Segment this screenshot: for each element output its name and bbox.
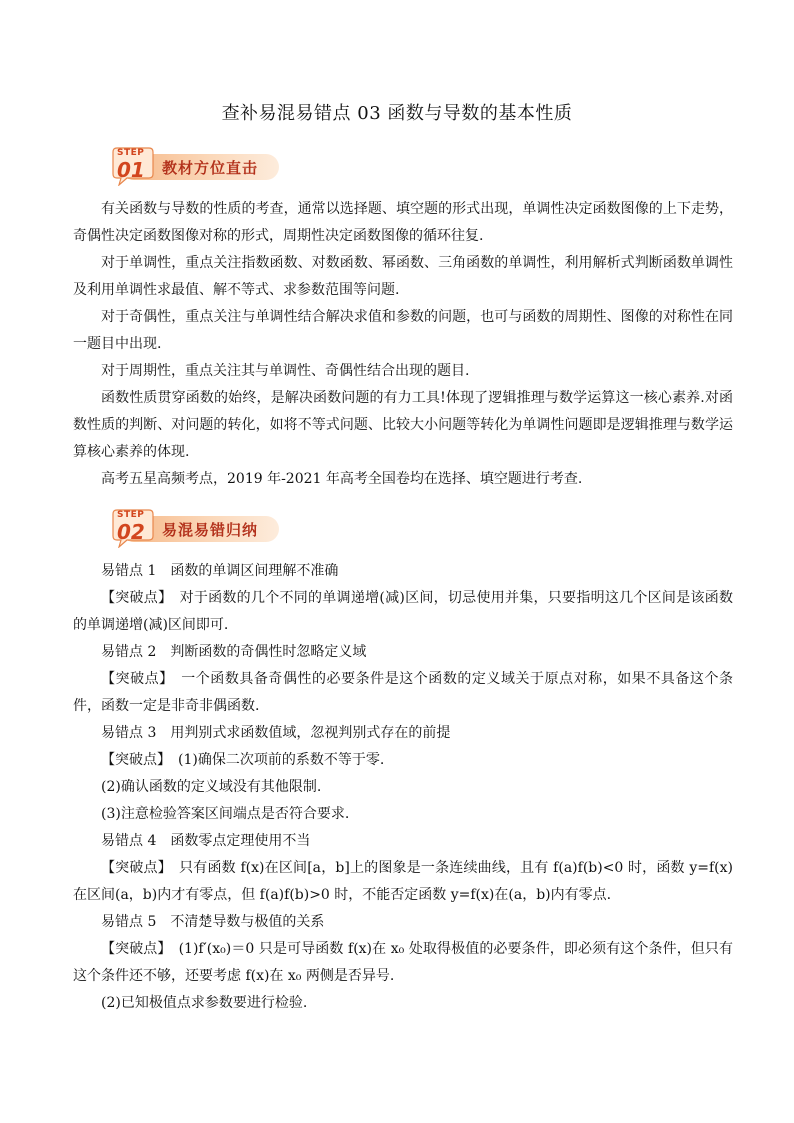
paragraph-2: 对于单调性，重点关注指数函数、对数函数、幂函数、三角函数的单调性，利用解析式判断函数单调性及利用单调性求最值、解不等式、求参数范围等问题. xyxy=(73,255,733,298)
error-3-title: 易错点 3 用判别式求函数值域，忽视判别式存在的前提 xyxy=(101,725,451,741)
error-1-text: 【突破点】 对于函数的几个不同的单调递增(减)区间，切忌使用并集，只要指明这几个区间是该函数的单调递增(减)区间即可. xyxy=(73,590,733,633)
error-1-title: 易错点 1 函数的单调区间理解不准确 xyxy=(101,563,339,579)
step-word: STEP xyxy=(117,510,145,520)
error-2-text: 【突破点】 一个函数具备奇偶性的必要条件是这个函数的定义域关于原点对称，如果不具备这个条件，函数一定是非奇非偶函数. xyxy=(73,671,733,714)
error-3-line-1: 【突破点】 (1)确保二次项前的系数不等于零. xyxy=(101,752,385,768)
paragraph-5: 函数性质贯穿函数的始终，是解决函数问题的有力工具!体现了逻辑推理与数学运算这一核心素养.对函数性质的判断、对问题的转化，如将不等式问题、比较大小问题等转化为单调性问题即是逻辑推理与数学运算核心素养的体现. xyxy=(73,390,733,460)
paragraph-1: 有关函数与导数的性质的考查，通常以选择题、填空题的形式出现，单调性决定函数图像的上下走势，奇偶性决定函数图像对称的形式，周期性决定函数图像的循环往复. xyxy=(73,201,733,244)
paragraph-6: 高考五星高频考点，2019 年-2021 年高考全国卷均在选择、填空题进行考查. xyxy=(101,471,583,487)
step-word: STEP xyxy=(117,148,145,158)
error-5-text: 【突破点】 (1)f′(x₀)＝0 只是可导函数 f(x)在 x₀ 处取得极值的必要条件，即必须有这个条件，但只有这个条件还不够，还要考虑 f(x)在 x₀ 两侧是否异号. xyxy=(73,941,733,984)
step-number: 02 xyxy=(117,520,145,544)
paragraph-3: 对于奇偶性，重点关注与单调性结合解决求值和参数的问题，也可与函数的周期性、图像的对称性在同一题目中出现. xyxy=(73,309,733,352)
step-number: 01 xyxy=(117,158,145,182)
error-5-title: 易错点 5 不清楚导数与极值的关系 xyxy=(101,914,325,930)
step-02-banner xyxy=(103,508,283,550)
error-2-title: 易错点 2 判断函数的奇偶性时忽略定义域 xyxy=(101,644,367,660)
paragraph-4: 对于周期性，重点关注其与单调性、奇偶性结合出现的题目. xyxy=(101,363,470,379)
step-01-banner xyxy=(103,146,283,188)
error-4-text: 【突破点】 只有函数 f(x)在区间[a，b]上的图象是一条连续曲线，且有 f(a)f(b)<0 时，函数 y=f(x)在区间(a，b)内才有零点，但 f(a)f(b)>0 时，不能否定函数 y=f(x)在(a，b)内有零点. xyxy=(73,860,733,903)
page-title: 查补易混易错点 03 函数与导数的基本性质 xyxy=(221,103,573,124)
error-3-line-2: (2)确认函数的定义域没有其他限制. xyxy=(101,779,322,795)
section-heading: 教材方位直击 xyxy=(162,159,259,177)
error-4-title: 易错点 4 函数零点定理使用不当 xyxy=(101,833,311,849)
section-heading: 易混易错归纳 xyxy=(162,521,259,539)
error-3-line-3: (3)注意检验答案区间端点是否符合要求. xyxy=(101,806,350,822)
error-5-line-2: (2)已知极值点求参数要进行检验. xyxy=(101,995,308,1011)
